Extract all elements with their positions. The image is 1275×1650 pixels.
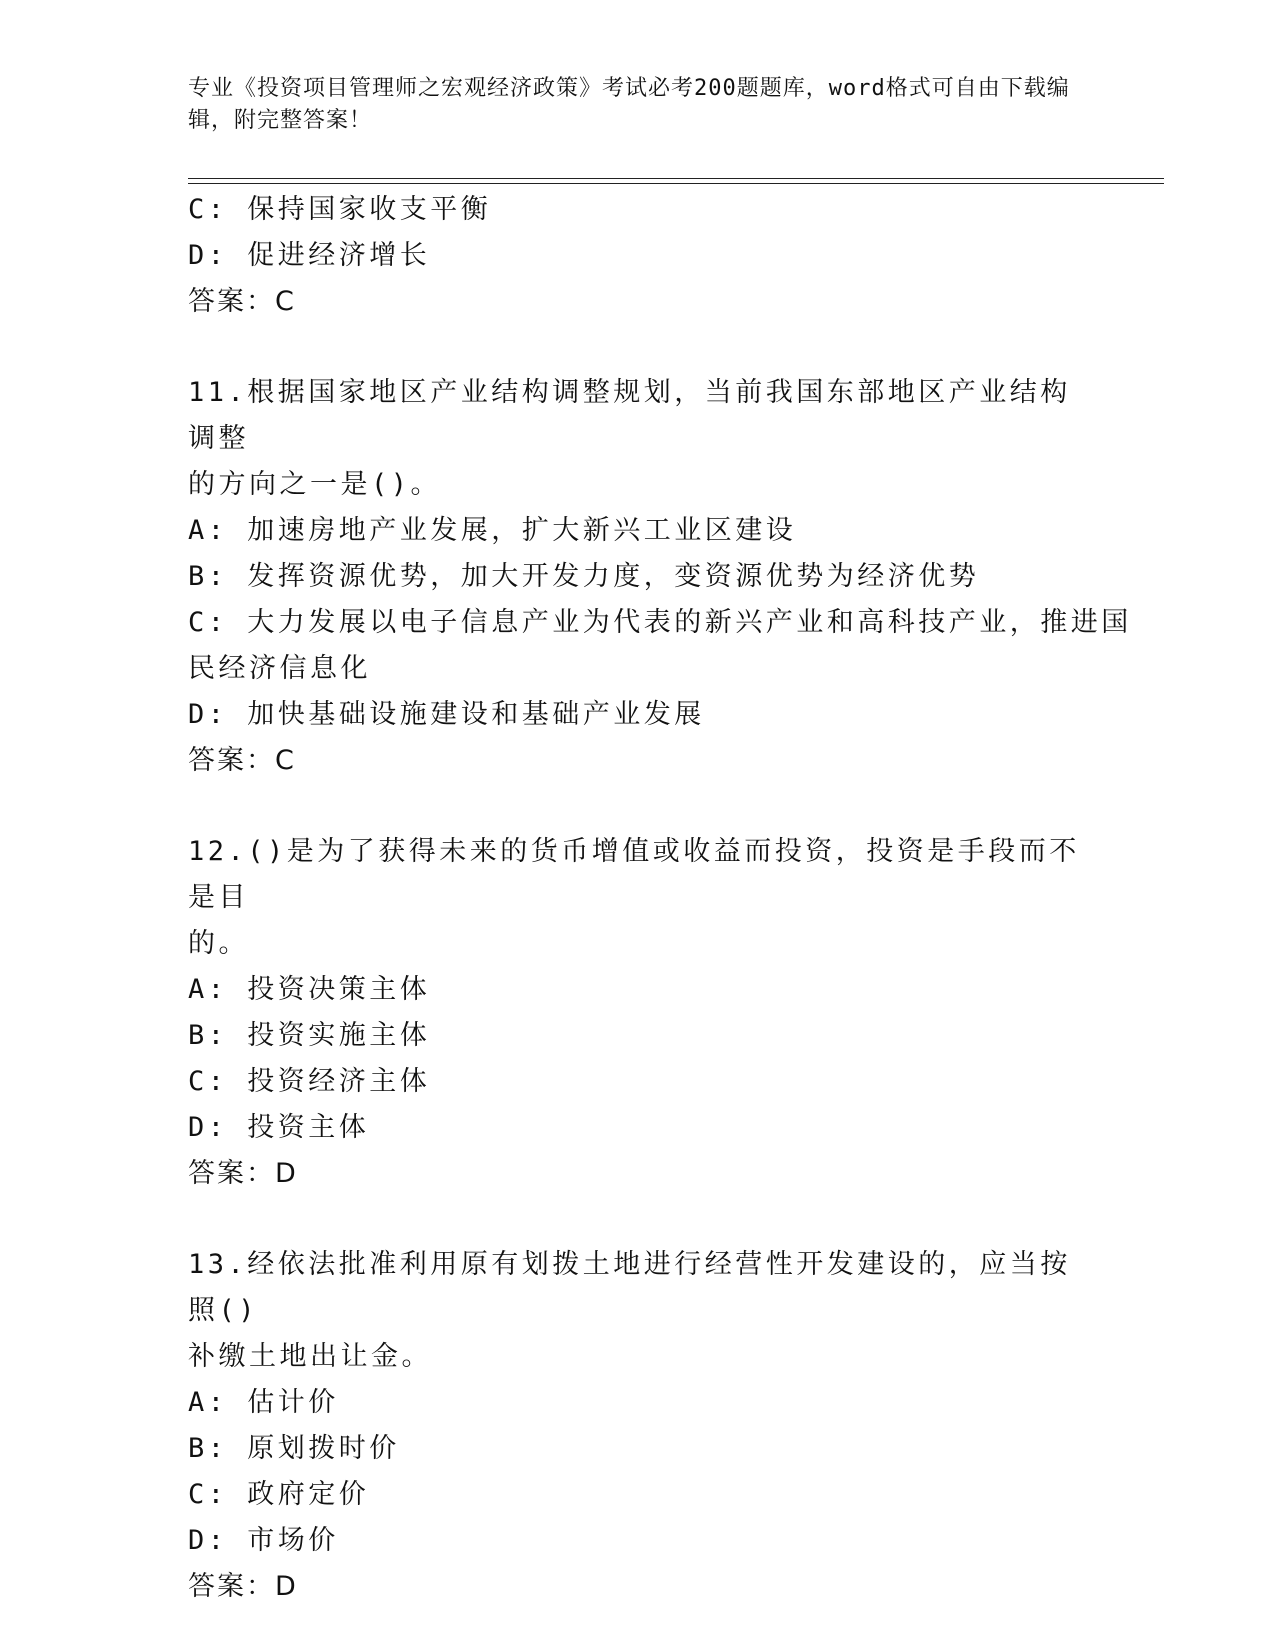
question-12: [188, 829, 1088, 1197]
option-line: D: 加快基础设施建设和基础产业发展: [188, 699, 705, 730]
answer-label: 答案：: [188, 1158, 275, 1189]
option-label: A: [188, 974, 208, 1005]
question-stem: 的。: [188, 928, 249, 959]
option-label: D: [188, 1525, 208, 1556]
option-label: C: [188, 607, 208, 638]
option-line-continued: 民经济信息化: [188, 653, 371, 684]
option-text: 估计价: [247, 1387, 339, 1418]
option-line: C: 投资经济主体: [188, 1066, 431, 1097]
option-line: D: 市场价: [188, 1525, 339, 1556]
option-label: B: [188, 1433, 208, 1464]
question-content: [188, 187, 1132, 1610]
option-label: B: [188, 1020, 208, 1051]
option-label: D: [188, 1112, 208, 1143]
question-stem: 补缴土地出让金。: [188, 1341, 432, 1372]
option-line: D: 促进经济增长: [188, 240, 431, 271]
answer-value: C: [275, 286, 296, 317]
option-label: A: [188, 515, 208, 546]
option-text: 投资主体: [247, 1112, 370, 1143]
option-line: C: 大力发展以电子信息产业为代表的新兴产业和高科技产业，推进国: [188, 607, 1132, 638]
answer-label: 答案：: [188, 286, 275, 317]
option-label: C: [188, 194, 208, 225]
option-text: 投资实施主体: [247, 1020, 431, 1051]
answer-line: [188, 279, 1088, 325]
document-header: [188, 73, 1088, 137]
option-line: C: 保持国家收支平衡: [188, 194, 492, 225]
answer-line: [188, 738, 1088, 784]
answer-line: [188, 1564, 1088, 1610]
option-label: B: [188, 561, 208, 592]
option-text: 促进经济增长: [247, 240, 431, 271]
option-label: D: [188, 240, 208, 271]
header-double-rule: [188, 178, 1164, 184]
option-text: 大力发展以电子信息产业为代表的新兴产业和高科技产业，推进国: [247, 607, 1132, 638]
header-text: 专业《投资项目管理师之宏观经济政策》考试必考200题题库，word格式可自由下载编辑，附完整答案！: [188, 76, 1070, 133]
answer-value: D: [275, 1158, 298, 1189]
question-stem: 11.根据国家地区产业结构调整规划，当前我国东部地区产业结构调整: [188, 377, 1071, 454]
question-stem: 的方向之一是()。: [188, 469, 442, 500]
option-line: A: 加速房地产业发展，扩大新兴工业区建设: [188, 515, 797, 546]
option-line: A: 估计价: [188, 1387, 339, 1418]
answer-label: 答案：: [188, 745, 275, 776]
option-text: 原划拨时价: [247, 1433, 400, 1464]
option-label: A: [188, 1387, 208, 1418]
question-stem: 12.()是为了获得未来的货币增值或收益而投资，投资是手段而不是目: [188, 836, 1080, 913]
option-line: B: 投资实施主体: [188, 1020, 431, 1051]
option-line: A: 投资决策主体: [188, 974, 431, 1005]
option-text: 加快基础设施建设和基础产业发展: [247, 699, 705, 730]
option-line: D: 投资主体: [188, 1112, 370, 1143]
option-label: C: [188, 1066, 208, 1097]
option-label: C: [188, 1479, 208, 1510]
option-line: C: 政府定价: [188, 1479, 370, 1510]
question-13: [188, 1242, 1088, 1610]
option-line: B: 原划拨时价: [188, 1433, 400, 1464]
option-text: 政府定价: [247, 1479, 370, 1510]
option-text: 投资决策主体: [247, 974, 431, 1005]
option-text: 发挥资源优势，加大开发力度，变资源优势为经济优势: [247, 561, 980, 592]
question-stem: 13.经依法批准利用原有划拨土地进行经营性开发建设的，应当按照(): [188, 1249, 1071, 1326]
option-text: 市场价: [247, 1525, 339, 1556]
option-line: B: 发挥资源优势，加大开发力度，变资源优势为经济优势: [188, 561, 980, 592]
option-text: 加速房地产业发展，扩大新兴工业区建设: [247, 515, 797, 546]
option-text: 投资经济主体: [247, 1066, 431, 1097]
question-11: [188, 370, 1132, 784]
option-text: 保持国家收支平衡: [247, 194, 492, 225]
answer-line: [188, 1151, 1088, 1197]
option-label: D: [188, 699, 208, 730]
partial-question: [188, 187, 1088, 325]
answer-value: D: [275, 1571, 298, 1602]
answer-label: 答案：: [188, 1571, 275, 1602]
answer-value: C: [275, 745, 296, 776]
